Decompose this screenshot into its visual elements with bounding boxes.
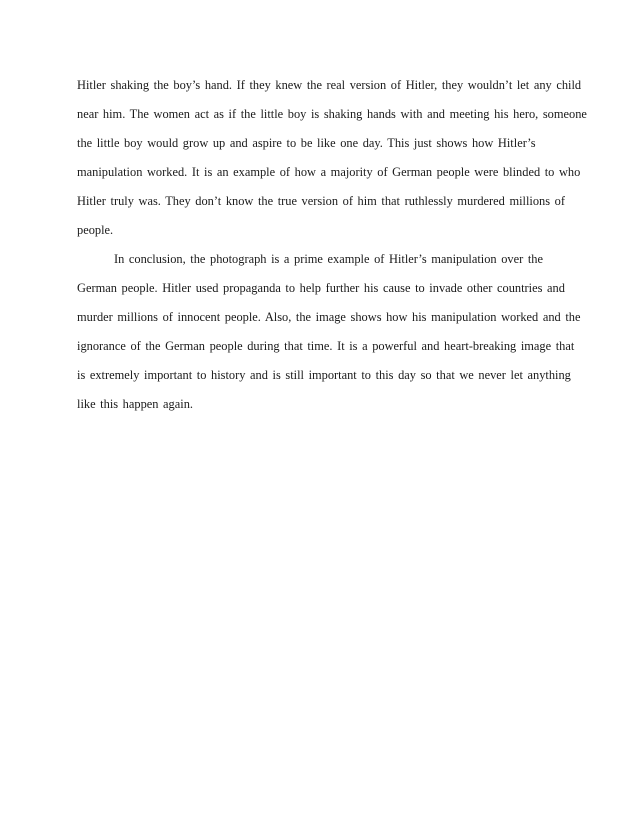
text-line: German people. Hitler used propaganda to help further his cause to invade other countries and (77, 281, 565, 295)
text-line: people. (77, 223, 114, 237)
text-line: is extremely important to history and is still important to this day so that we never let anything (77, 368, 571, 382)
text-line: manipulation worked. It is an example of how a majority of German people were blinded to who (77, 165, 581, 179)
text-line-indented: In conclusion, the photograph is a prime example of Hitler’s manipulation over the (114, 252, 543, 266)
text-line: the little boy would grow up and aspire to be like one day. This just shows how Hitler’s (77, 136, 536, 150)
paragraph-2 (77, 245, 581, 419)
text-line: Hitler truly was. They don’t know the true version of him that ruthlessly murdered millions of (77, 194, 565, 208)
text-line: near him. The women act as if the little boy is shaking hands with and meeting his hero, someone (77, 107, 587, 121)
text-line: ignorance of the German people during that time. It is a powerful and heart-breaking image that (77, 339, 575, 353)
text-line: Hitler shaking the boy’s hand. If they knew the real version of Hitler, they wouldn’t let any child (77, 78, 582, 92)
document-body (77, 71, 587, 419)
text-line: murder millions of innocent people. Also, the image shows how his manipulation worked and the (77, 310, 581, 324)
paragraph-1 (77, 71, 587, 245)
text-line: like this happen again. (77, 397, 193, 411)
